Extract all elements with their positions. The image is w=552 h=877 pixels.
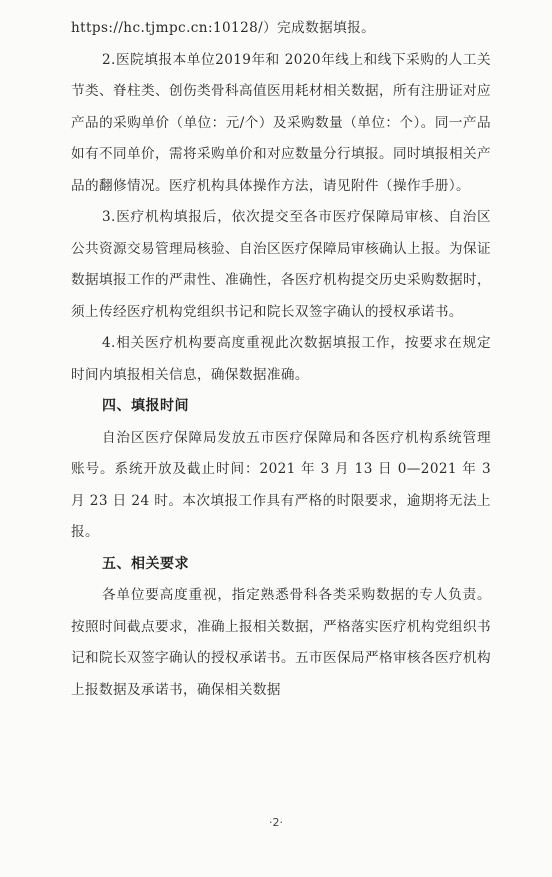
- section-4-paragraph: 自治区医疗保障局发放五市医疗保障局和各医疗机构系统管理账号。系统开放及截止时间：2021 年 3 月 13 日 0—2021 年 3 月 23 日 24 时。本次填报工作具有严格的时限要求，逾期将无法上报。: [71, 429, 491, 540]
- section-4-heading: 四、填报时间: [102, 398, 189, 414]
- item-4-paragraph: 4.相关医疗机构要高度重视此次数据填报工作，按要求在规定时间内填报相关信息，确保数据准确。: [71, 335, 491, 383]
- item-2-paragraph: 2.医院填报本单位2019年和 2020年线上和线下采购的人工关节类、脊柱类、创伤类骨科高值医用耗材相关数据，所有注册证对应产品的采购单价（单位：元/个）及采购数量（单位：个）。同一产品如有不同单价，需将采购单价和对应数量分行填报。同时填报相关产品的翻修情况。医疗机构具体操作方法，请见附件（操作手册）。: [71, 51, 491, 194]
- section-5-heading: 五、相关要求: [102, 555, 189, 572]
- document-body: [71, 13, 491, 706]
- item-3-paragraph: 3.医疗机构填报后，依次提交至各市医疗保障局审核、自治区公共资源交易管理局核验、自治区医疗保障局审核确认上报。为保证数据填报工作的严肃性、准确性，各医疗机构提交历史采购数据时，须上传经医疗机构党组织书记和院长双签字确认的授权承诺书。: [71, 209, 491, 320]
- section-5-paragraph: 各单位要高度重视，指定熟悉骨科各类采购数据的专人负责。按照时间截点要求，准确上报相关数据，严格落实医疗机构党组织书记和院长双签字确认的授权承诺书。五市医保局严格审核各医疗机构上报数据及承诺书，确保相关数据: [71, 587, 491, 698]
- url-continuation-line: https://hc.tjmpc.cn:10128/）完成数据填报。: [71, 20, 376, 36]
- page-number: ·2·: [269, 816, 283, 829]
